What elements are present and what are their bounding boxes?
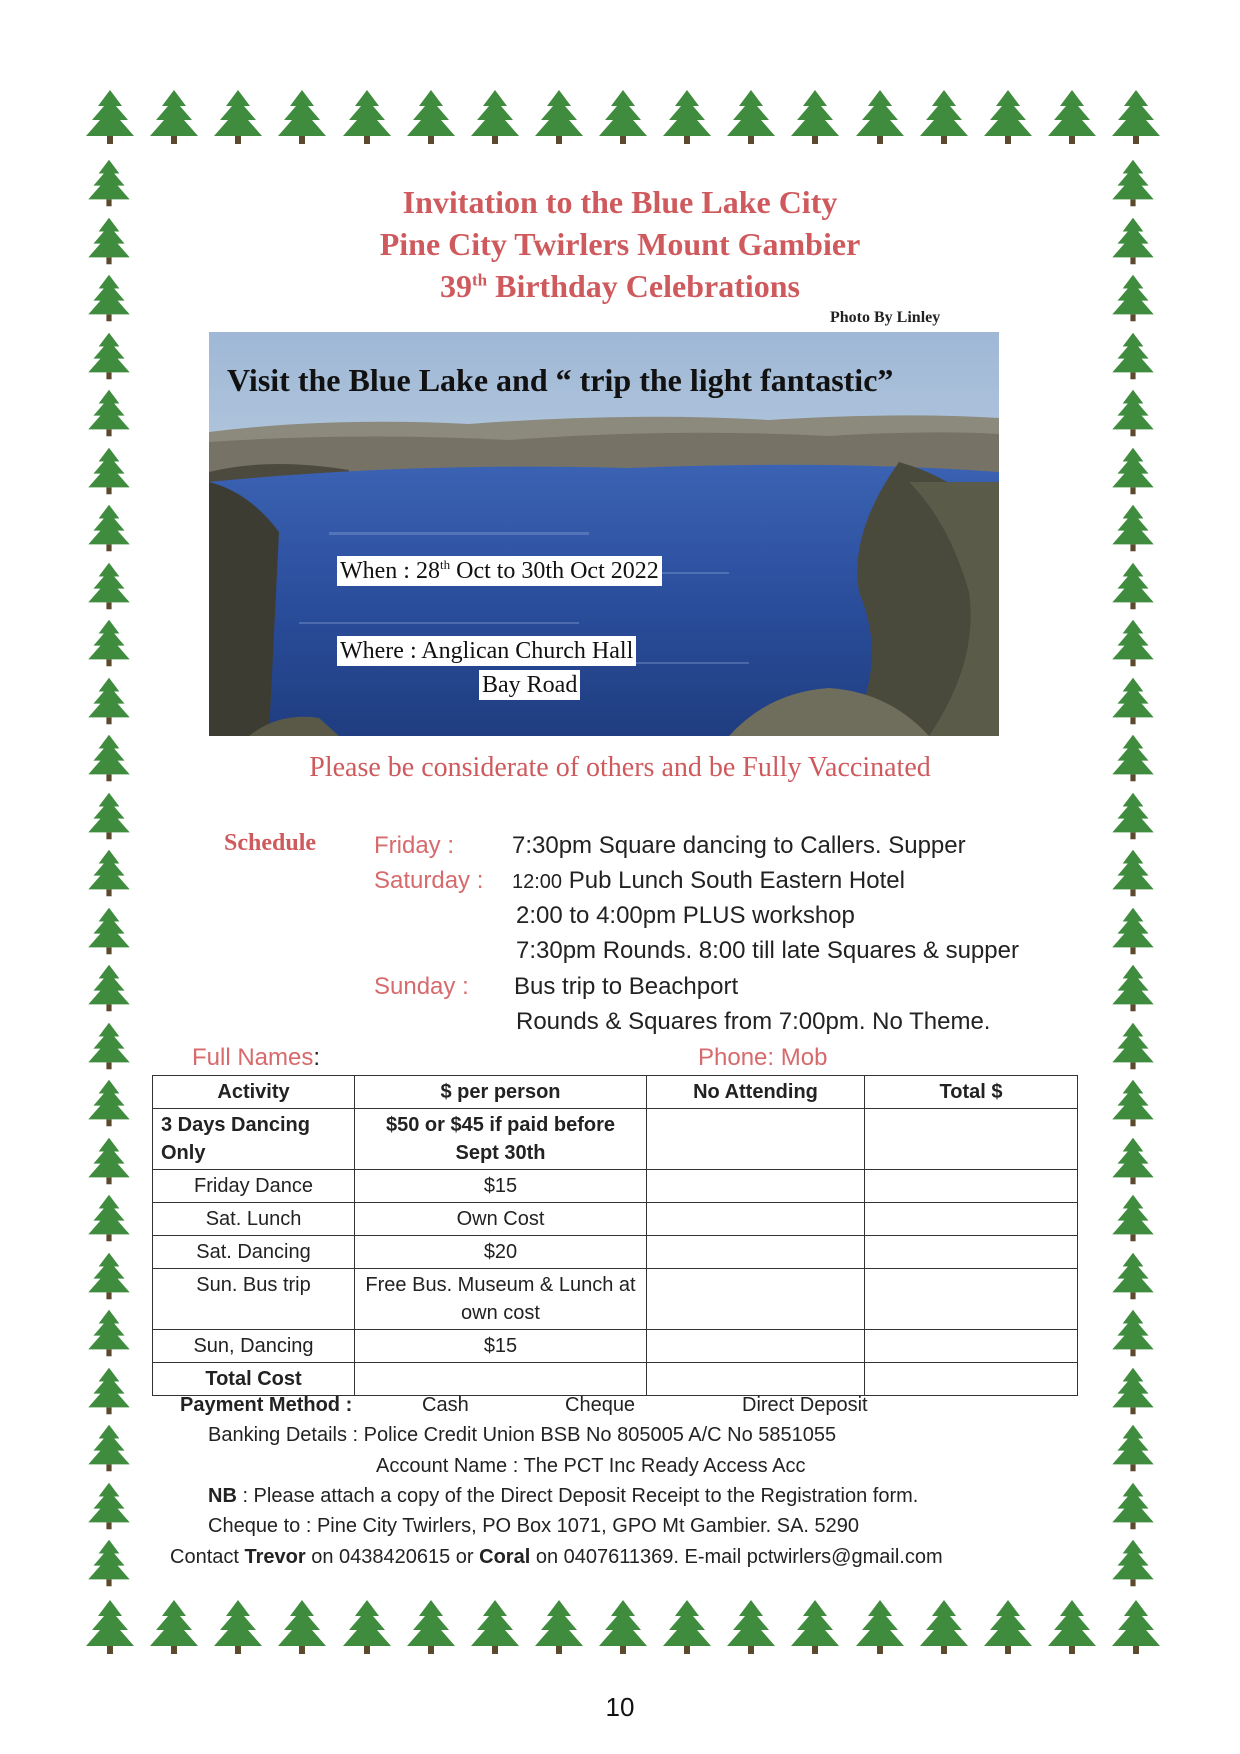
pine-tree-icon	[82, 963, 136, 1013]
cheque-address: Cheque to : Pine City Twirlers, PO Box 1071, GPO Mt Gambier. SA. 5290	[208, 1515, 860, 1537]
payment-cash-option[interactable]: Cash	[422, 1394, 469, 1416]
pine-tree-icon	[82, 733, 136, 783]
pine-tree-icon	[82, 1193, 136, 1243]
total-cost-label: Total Cost	[153, 1363, 355, 1396]
pine-tree-icon	[1106, 561, 1160, 611]
pine-tree-icon	[82, 618, 136, 668]
pine-tree-icon	[531, 1598, 587, 1656]
activity-cell: Sat. Dancing	[153, 1236, 355, 1269]
pine-tree-icon	[82, 561, 136, 611]
saturday-event-2: 2:00 to 4:00pm PLUS workshop	[516, 902, 855, 929]
contact-phone-email: on 0407611369. E-mail pctwirlers@gmail.com	[530, 1546, 943, 1568]
attending-header: No Attending	[647, 1076, 865, 1109]
contact-prefix: Contact	[170, 1546, 245, 1568]
saturday-event-1	[512, 867, 905, 895]
pine-tree-icon	[274, 1598, 330, 1656]
attending-cell[interactable]	[647, 1109, 865, 1170]
pine-tree-icon	[82, 273, 136, 323]
tree-border-top	[82, 88, 1164, 150]
payment-method-heading: Payment Method :	[180, 1394, 353, 1416]
pine-tree-icon	[1106, 503, 1160, 553]
table-row	[153, 1363, 1078, 1396]
friday-event: 7:30pm Square dancing to Callers. Supper	[512, 832, 966, 859]
full-names-colon: :	[313, 1044, 321, 1071]
pine-tree-icon	[82, 503, 136, 553]
contact-line	[170, 1546, 943, 1569]
banking-details: Banking Details : Police Credit Union BSB No 805005 A/C No 5851055	[208, 1424, 837, 1446]
pine-tree-icon	[916, 1598, 972, 1656]
total-cell[interactable]	[865, 1109, 1078, 1170]
vaccination-notice: Please be considerate of others and be Fully Vaccinated	[309, 752, 931, 783]
attending-cell[interactable]	[647, 1363, 865, 1396]
pine-tree-icon	[82, 848, 136, 898]
pine-tree-icon	[339, 1598, 395, 1656]
price-cell: Free Bus. Museum & Lunch at own cost	[355, 1269, 647, 1330]
pine-tree-icon	[1106, 388, 1160, 438]
pine-tree-icon	[1106, 963, 1160, 1013]
pine-tree-icon	[82, 1136, 136, 1186]
friday-label: Friday :	[374, 832, 455, 859]
pine-tree-icon	[1106, 1136, 1160, 1186]
saturday-label: Saturday :	[374, 867, 484, 894]
registration-table	[152, 1075, 1078, 1396]
tree-border-bottom	[82, 1598, 1164, 1660]
sunday-label: Sunday :	[374, 973, 469, 1000]
tree-border-right	[1106, 158, 1164, 1588]
photo-credit: Photo By Linley	[830, 309, 941, 326]
saturday-event-3: 7:30pm Rounds. 8:00 till late Squares & supper	[516, 937, 1019, 964]
pine-tree-icon	[1106, 331, 1160, 381]
pine-tree-icon	[210, 88, 266, 146]
table-header-row	[153, 1076, 1078, 1109]
title-line-3-rest: Birthday Celebrations	[487, 268, 800, 304]
pine-tree-icon	[1106, 733, 1160, 783]
page-number: 10	[605, 1692, 635, 1722]
pine-tree-icon	[82, 1078, 136, 1128]
activity-cell: Sat. Lunch	[153, 1203, 355, 1236]
pine-tree-icon	[1106, 1423, 1160, 1473]
pine-tree-icon	[1106, 618, 1160, 668]
pine-tree-icon	[1106, 1021, 1160, 1071]
pine-tree-icon	[82, 906, 136, 956]
event-venue-street: Bay Road	[479, 670, 580, 700]
pine-tree-icon	[82, 1538, 136, 1588]
title-line-3	[200, 268, 1040, 305]
blue-lake-photo	[209, 332, 999, 736]
pine-tree-icon	[1108, 88, 1164, 146]
saturday-lunch-text: Pub Lunch South Eastern Hotel	[562, 867, 905, 894]
pine-tree-icon	[82, 88, 138, 146]
table-row	[153, 1203, 1078, 1236]
pine-tree-icon	[1106, 1481, 1160, 1531]
price-cell	[355, 1363, 647, 1396]
when-prefix: When : 28	[340, 558, 440, 584]
pine-tree-icon	[1106, 676, 1160, 726]
pine-tree-icon	[403, 1598, 459, 1656]
phone-field[interactable]: Phone: Mob	[698, 1044, 828, 1071]
pine-tree-icon	[82, 1423, 136, 1473]
table-row	[153, 1269, 1078, 1330]
price-cell: $20	[355, 1236, 647, 1269]
full-names-label: Full Names	[192, 1044, 314, 1071]
pine-tree-icon	[82, 1366, 136, 1416]
activity-cell: Friday Dance	[153, 1170, 355, 1203]
pine-tree-icon	[1106, 273, 1160, 323]
total-cell[interactable]	[865, 1170, 1078, 1203]
pine-tree-icon	[82, 331, 136, 381]
pine-tree-icon	[339, 88, 395, 146]
pine-tree-icon	[852, 88, 908, 146]
tree-border-left	[82, 158, 140, 1588]
contact-phone-1: on 0438420615 or	[305, 1546, 480, 1568]
pine-tree-icon	[82, 1251, 136, 1301]
full-names-field[interactable]	[192, 1044, 320, 1072]
pine-tree-icon	[916, 88, 972, 146]
price-cell: $50 or $45 if paid before Sept 30th	[355, 1109, 647, 1170]
payment-cheque-option[interactable]: Cheque	[565, 1394, 636, 1416]
pine-tree-icon	[1106, 1193, 1160, 1243]
pine-tree-icon	[1106, 1308, 1160, 1358]
pine-tree-icon	[82, 1021, 136, 1071]
when-suffix: th	[439, 557, 451, 572]
total-header: Total $	[865, 1076, 1078, 1109]
table-row	[153, 1330, 1078, 1363]
event-venue: Where : Anglican Church Hall	[337, 636, 636, 666]
pine-tree-icon	[1106, 1078, 1160, 1128]
pine-tree-icon	[82, 1481, 136, 1531]
pine-tree-icon	[1106, 791, 1160, 841]
pine-tree-icon	[723, 88, 779, 146]
pine-tree-icon	[1106, 158, 1160, 208]
pine-tree-icon	[146, 88, 202, 146]
pine-tree-icon	[1106, 848, 1160, 898]
pine-tree-icon	[595, 1598, 651, 1656]
pine-tree-icon	[980, 1598, 1036, 1656]
payment-method-label	[180, 1394, 352, 1417]
pine-tree-icon	[82, 158, 136, 208]
pine-tree-icon	[82, 676, 136, 726]
photo-headline: Visit the Blue Lake and “ trip the light fantastic”	[227, 362, 894, 398]
pine-tree-icon	[1106, 1251, 1160, 1301]
total-cell[interactable]	[865, 1363, 1078, 1396]
attending-cell[interactable]	[647, 1236, 865, 1269]
price-cell: $15	[355, 1330, 647, 1363]
activity-cell: Sun. Bus trip	[153, 1269, 355, 1330]
pine-tree-icon	[467, 88, 523, 146]
attending-cell[interactable]	[647, 1330, 865, 1363]
attending-cell[interactable]	[647, 1269, 865, 1330]
pine-tree-icon	[723, 1598, 779, 1656]
pine-tree-icon	[531, 88, 587, 146]
contact-name-2: Coral	[479, 1546, 531, 1568]
attending-cell[interactable]	[647, 1203, 865, 1236]
total-cell[interactable]	[865, 1330, 1078, 1363]
pine-tree-icon	[403, 88, 459, 146]
sunday-event-1: Bus trip to Beachport	[514, 973, 739, 1000]
table-row	[153, 1109, 1078, 1170]
pine-tree-icon	[1044, 88, 1100, 146]
pine-tree-icon	[595, 88, 651, 146]
pine-tree-icon	[146, 1598, 202, 1656]
schedule-heading: Schedule	[224, 830, 317, 856]
pine-tree-icon	[274, 88, 330, 146]
price-header: $ per person	[355, 1076, 647, 1109]
pine-tree-icon	[82, 1598, 138, 1656]
account-name: Account Name : The PCT Inc Ready Access Acc	[376, 1455, 806, 1477]
saturday-lunch-time: 12:00	[512, 871, 563, 893]
pine-tree-icon	[210, 1598, 266, 1656]
pine-tree-icon	[1106, 446, 1160, 496]
pine-tree-icon	[980, 88, 1036, 146]
pine-tree-icon	[82, 216, 136, 266]
nb-label: NB	[208, 1485, 237, 1507]
title-line-2: Pine City Twirlers Mount Gambier	[379, 226, 861, 262]
price-cell: $15	[355, 1170, 647, 1203]
event-dates	[337, 556, 662, 586]
pine-tree-icon	[787, 88, 843, 146]
total-cell[interactable]	[865, 1236, 1078, 1269]
anniversary-number: 39	[439, 268, 472, 304]
pine-tree-icon	[659, 88, 715, 146]
sunday-event-2: Rounds & Squares from 7:00pm. No Theme.	[516, 1008, 991, 1035]
anniversary-suffix: th	[471, 270, 488, 290]
activity-cell: Sun, Dancing	[153, 1330, 355, 1363]
total-cell[interactable]	[865, 1203, 1078, 1236]
pine-tree-icon	[1044, 1598, 1100, 1656]
pine-tree-icon	[1106, 1366, 1160, 1416]
pine-tree-icon	[82, 1308, 136, 1358]
pine-tree-icon	[82, 791, 136, 841]
pine-tree-icon	[1106, 906, 1160, 956]
activity-header: Activity	[153, 1076, 355, 1109]
attending-cell[interactable]	[647, 1170, 865, 1203]
pine-tree-icon	[82, 446, 136, 496]
pine-tree-icon	[1108, 1598, 1164, 1656]
title-line-1: Invitation to the Blue Lake City	[402, 184, 838, 220]
price-cell: Own Cost	[355, 1203, 647, 1236]
table-row	[153, 1170, 1078, 1203]
pine-tree-icon	[467, 1598, 523, 1656]
pine-tree-icon	[852, 1598, 908, 1656]
pine-tree-icon	[787, 1598, 843, 1656]
contact-name-1: Trevor	[244, 1546, 306, 1568]
nb-text: : Please attach a copy of the Direct Deposit Receipt to the Registration form.	[236, 1485, 919, 1507]
total-cell[interactable]	[865, 1269, 1078, 1330]
pine-tree-icon	[1106, 1538, 1160, 1588]
activity-cell: 3 Days Dancing Only	[153, 1109, 355, 1170]
deposit-note	[208, 1485, 918, 1508]
when-rest: Oct to 30th Oct 2022	[450, 558, 659, 584]
pine-tree-icon	[82, 388, 136, 438]
pine-tree-icon	[659, 1598, 715, 1656]
pine-tree-icon	[1106, 216, 1160, 266]
payment-deposit-option[interactable]: Direct Deposit	[742, 1394, 868, 1416]
table-row	[153, 1236, 1078, 1269]
